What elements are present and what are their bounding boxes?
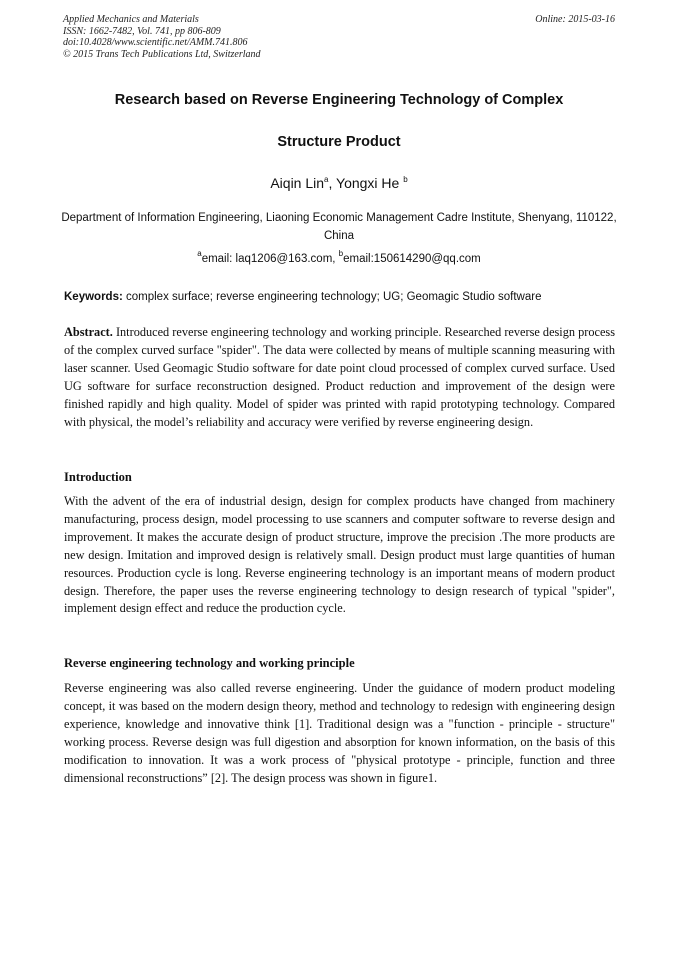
issn-line: ISSN: 1662-7482, Vol. 741, pp 806-809 xyxy=(63,25,221,37)
introduction-paragraph: With the advent of the era of industrial design, design for complex products have changed from machinery manufacturing, process design, model processing to use scanners and computer software to reverse design and improvement. It makes the accurate design of product structure, improve the precision .The more products are new design. Imitation and improved design is relatively small. Design product must large quantities of human resources. Production cycle is long. Reverse engineering technology is an important means of modern product design. Therefore, the paper uses the reverse engineering technology to design research of typical "spider", implement design effect and reduce the production cycle. xyxy=(64,494,615,616)
author-superscript: b xyxy=(403,175,408,184)
keywords-label: Keywords: xyxy=(64,291,123,303)
author-separator: , xyxy=(328,175,337,191)
abstract-text: Introduced reverse engineering technology and working principle. Researched reverse design process of the complex curved surface "spider". The data were collected by means of multiple scanning measuring with laser scanner. Used Geomagic Studio software for date point cloud processed of complex curved surface. Used UG software for surface reconstruction designed. Product reduction and improvement of the design were finished rapidly and high quality. Model of spider was printed with rapid prototyping technology. Compared with physical, the model’s reliability and accuracy were verified by reverse engineering design. xyxy=(64,325,615,429)
email-line xyxy=(40,249,638,265)
affiliation: Department of Information Engineering, Liaoning Economic Management Cadre Institute, Shenyang, 110122, China xyxy=(61,212,617,242)
doi-line: doi:10.4028/www.scientific.net/AMM.741.806 xyxy=(63,37,248,48)
email-superscript: b xyxy=(338,249,344,258)
email-address: email:150614290@qq.com xyxy=(343,253,481,265)
keywords xyxy=(64,291,615,303)
author-superscript: a xyxy=(324,175,329,184)
section-heading-reverse-engineering: Reverse engineering technology and working principle xyxy=(64,656,355,670)
email-superscript: a xyxy=(197,249,202,258)
journal-name: Applied Mechanics and Materials xyxy=(63,14,199,25)
copyright-line: © 2015 Trans Tech Publications Ltd, Switzerland xyxy=(63,48,261,60)
online-date: Online: 2015-03-16 xyxy=(535,14,615,25)
section-heading-introduction: Introduction xyxy=(64,470,132,484)
email-address: email: laq1206@163.com, xyxy=(201,253,339,265)
keywords-text: complex surface; reverse engineering technology; UG; Geomagic Studio software xyxy=(122,291,542,303)
paper-title-line-2: Structure Product xyxy=(277,134,401,150)
abstract-label: Abstract. xyxy=(64,325,113,339)
paper-title-line-1: Research based on Reverse Engineering Technology of Complex xyxy=(114,92,564,108)
reverse-engineering-paragraph: Reverse engineering was also called reverse engineering. Under the guidance of modern product modeling concept, it was based on the modern design theory, method and technology to redesign with engineering design experience, knowledge and innovative think [1]. Traditional design was a "function - principle - structure" working process. Reverse design was full digestion and absorption for known information, on the basis of this modification to innovation. It was a work process of "physical prototype - principle, function and three dimensional reconstructions” [2]. The design process was shown in figure1. xyxy=(64,681,615,785)
author-name: Aiqin Lin xyxy=(270,175,325,191)
author-list xyxy=(40,175,638,191)
abstract xyxy=(64,324,615,431)
author-name: Yongxi He xyxy=(336,175,400,191)
publication-info xyxy=(63,14,261,60)
